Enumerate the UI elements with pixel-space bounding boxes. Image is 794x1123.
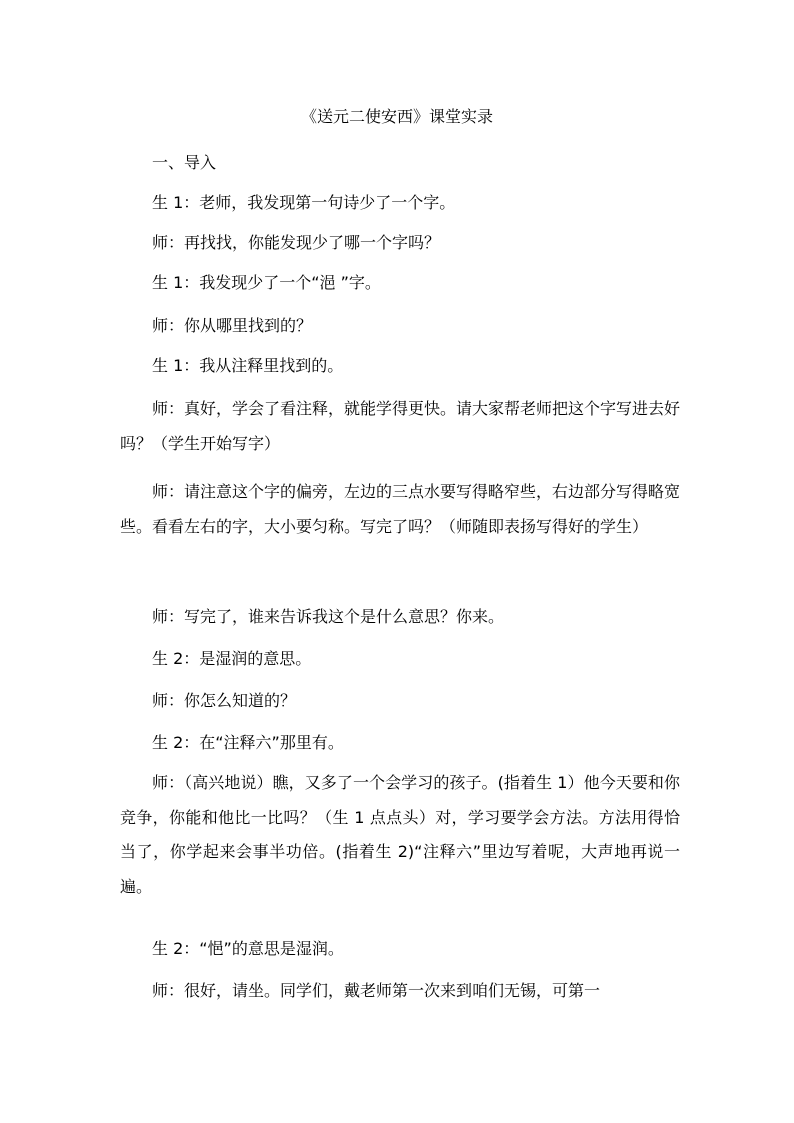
document-title: 《送元二使安西》课堂实录: [300, 107, 493, 126]
paragraph-2: 生 1：老师，我发现第一句诗少了一个字。: [152, 193, 456, 212]
paragraph-5: 师：你从哪里找到的？: [152, 316, 313, 335]
paragraph-8: 师：请注意这个字的偏旁，左边的三点水要写得略窄些，右边部分写得略宽些。看看左右的字，大小要匀称。写完了吗？（师随即表扬写得好的学生）: [120, 482, 681, 536]
paragraph-4: 生 1：我发现少了一个“浥 ”字。: [152, 273, 381, 292]
paragraph-9: 师：写完了，谁来告诉我这个是什么意思？你来。: [152, 607, 505, 626]
paragraph-11: 师：你怎么知道的？: [152, 691, 297, 710]
paragraph-13: 师：（高兴地说）瞧，又多了一个会学习的孩子。(指着生 1）他今天要和你竞争，你能和他比一比吗？（生 1 点点头）对，学习要学会方法。方法用得恰当了，你学起来会事半功倍。(指着生 2)“注释六”里边写着呢，大声地再说一遍。: [120, 773, 680, 896]
paragraph-1: 一、导入: [152, 153, 217, 172]
paragraph-15: 师：很好，请坐。同学们，戴老师第一次来到咱们无锡，可第一: [152, 981, 601, 1000]
paragraph-10: 生 2：是湿润的意思。: [152, 649, 312, 668]
paragraph-14: 生 2：“悒”的意思是湿润。: [152, 939, 344, 958]
paragraph-12: 生 2：在“注释六”那里有。: [152, 733, 344, 752]
paragraph-6: 生 1：我从注释里找到的。: [152, 356, 344, 375]
paragraph-3: 师：再找找，你能发现少了哪一个字吗？: [152, 233, 441, 252]
paragraph-7: 师：真好，学会了看注释，就能学得更快。请大家帮老师把这个字写进去好吗？（学生开始写字）: [120, 399, 681, 453]
